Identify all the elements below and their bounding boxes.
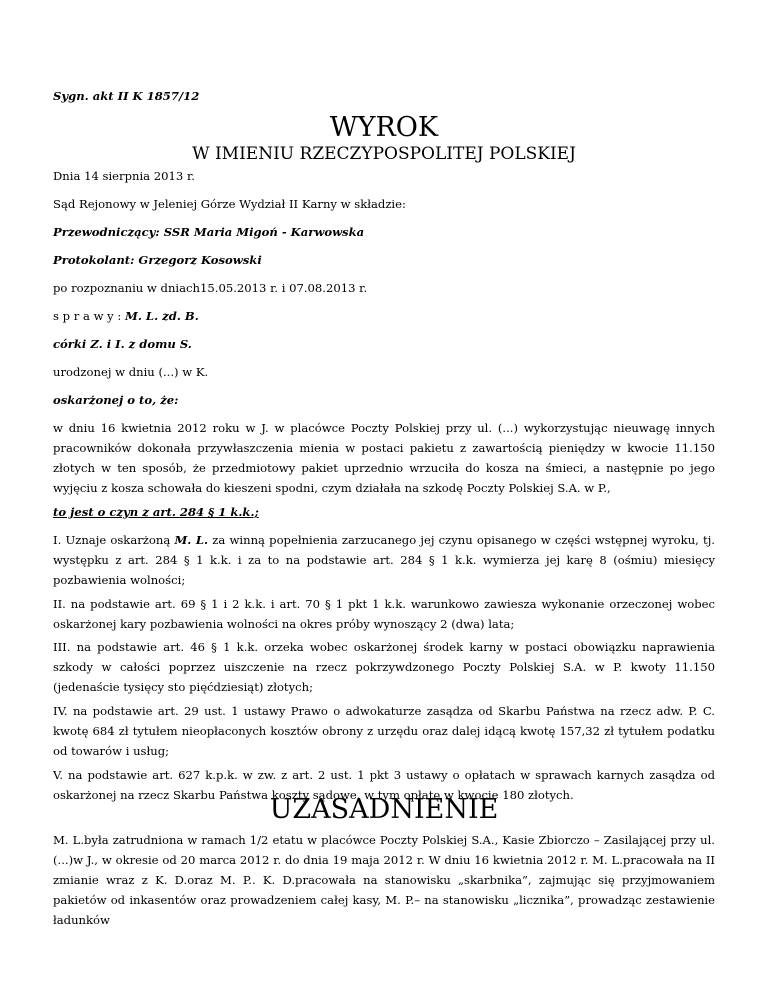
birth-line: urodzonej w dniu (...) w K. [53,365,209,379]
verdict-point-2: II. na podstawie art. 69 § 1 i 2 k.k. i art. 70 § 1 pkt 1 k.k. warunkowo zawiesza wykonanie orzeczonej wobec oskarżonej kary pozbawienia wolności na okres próby wynoszący 2 (dwa) lata; [53,597,715,631]
case-name: M. L. zd. B. [125,309,199,323]
verdict-point-5: V. na podstawie art. 627 k.p.k. w zw. z art. 2 ust. 1 pkt 3 ustawy o opłatach w sprawach karnych zasądza od oskarżonej na rzecz Skarbu Państwa koszty sądowe, w tym opłatę w kwocie 180 złotych. [53,768,715,802]
court-line: Sąd Rejonowy w Jeleniej Górze Wydział II Karny w składzie: [53,197,406,211]
chair-line: Przewodniczący: SSR Maria Migoń - Karwowska [53,225,365,239]
accused-heading: oskarżonej o to, że: [53,393,179,407]
verdict-point-1-start: I. Uznaje oskarżoną [53,533,175,547]
clerk-line: Protokolant: Grzegorz Kosowski [53,253,262,267]
verdict-point-1 [53,530,715,590]
verdict-point-1-name: M. L. [174,533,209,547]
case-line [53,306,715,326]
justification-paragraph: M. L.była zatrudniona w ramach 1/2 etatu w placówce Poczty Polskiej S.A., Kasie Zbiorczo – Zasilającej przy ul. (...)w J., w okresie od 20 marca 2012 r. do dnia 19 maja 2012 r. W dniu 16 kwietnia 2012 r. M. L.pracowała na II zmianie wraz z K. D.oraz M. P.. K. D.pracowała na stanowisku „skarbnika”, zajmując się przyjmowaniem pakietów od inkasentów oraz prowadzeniem całej kasy, M. P.– na stanowisku „licznika”, prowadząc zestawienie ładunków [53,833,715,927]
document-subtitle: W IMIENIU RZECZYPOSPOLITEJ POLSKIEJ [192,144,576,164]
article-line: to jest o czyn z art. 284 § 1 k.k.; [53,505,259,519]
case-signature: Sygn. akt II K 1857/12 [53,89,200,103]
justification-title: UZASADNIENIE [269,794,499,825]
charge-paragraph: w dniu 16 kwietnia 2012 roku w J. w placówce Poczty Polskiej przy ul. (...) wykorzystując nieuwagę innych pracowników dokonała przywłaszczenia mienia w postaci pakietu z zawartością pieniędzy w kwocie 11.150 złotych w ten sposób, że przedmiotowy pakiet uprzednio wrzuciła do kosza na śmieci, a następnie po jego wyjęciu z kosza schowała do kieszeni spodni, czym działała na szkodę Poczty Polskiej S.A. w P., [53,421,715,495]
document-title: WYROK [329,112,439,143]
verdict-point-3: III. na podstawie art. 46 § 1 k.k. orzeka wobec oskarżonej środek karny w postaci obowiązku naprawienia szkody w całości poprzez uiszczenie na rzecz pokrzywdzonego Poczty Polskiej S.A. w P. kwoty 11.150 (jedenaście tysięcy sto pięćdziesiąt) złotych; [53,640,715,694]
verdict-point-1-rest: za winną popełnienia zarzucanego jej czynu opisanego w części wstępnej wyroku, tj. występku z art. 284 § 1 k.k. i za to na podstawie art. 284 § 1 k.k. wymierza jej karę 8 (ośmiu) miesięcy pozbawienia wolności; [53,533,715,587]
verdict-point-4: IV. na podstawie art. 29 ust. 1 ustawy Prawo o adwokaturze zasądza od Skarbu Państwa na rzecz adw. P. C. kwotę 684 zł tytułem nieopłaconych kosztów obrony z urzędu oraz dalej idącą kwotę 157,32 zł tytułem podatku od towarów i usług; [53,704,715,758]
daughter-line: córki Z. i I. z domu S. [53,337,192,351]
hearing-line: po rozpoznaniu w dniach15.05.2013 r. i 07.08.2013 r. [53,281,368,295]
case-prefix: s p r a w y : [53,309,126,323]
date-line: Dnia 14 sierpnia 2013 r. [53,169,195,183]
